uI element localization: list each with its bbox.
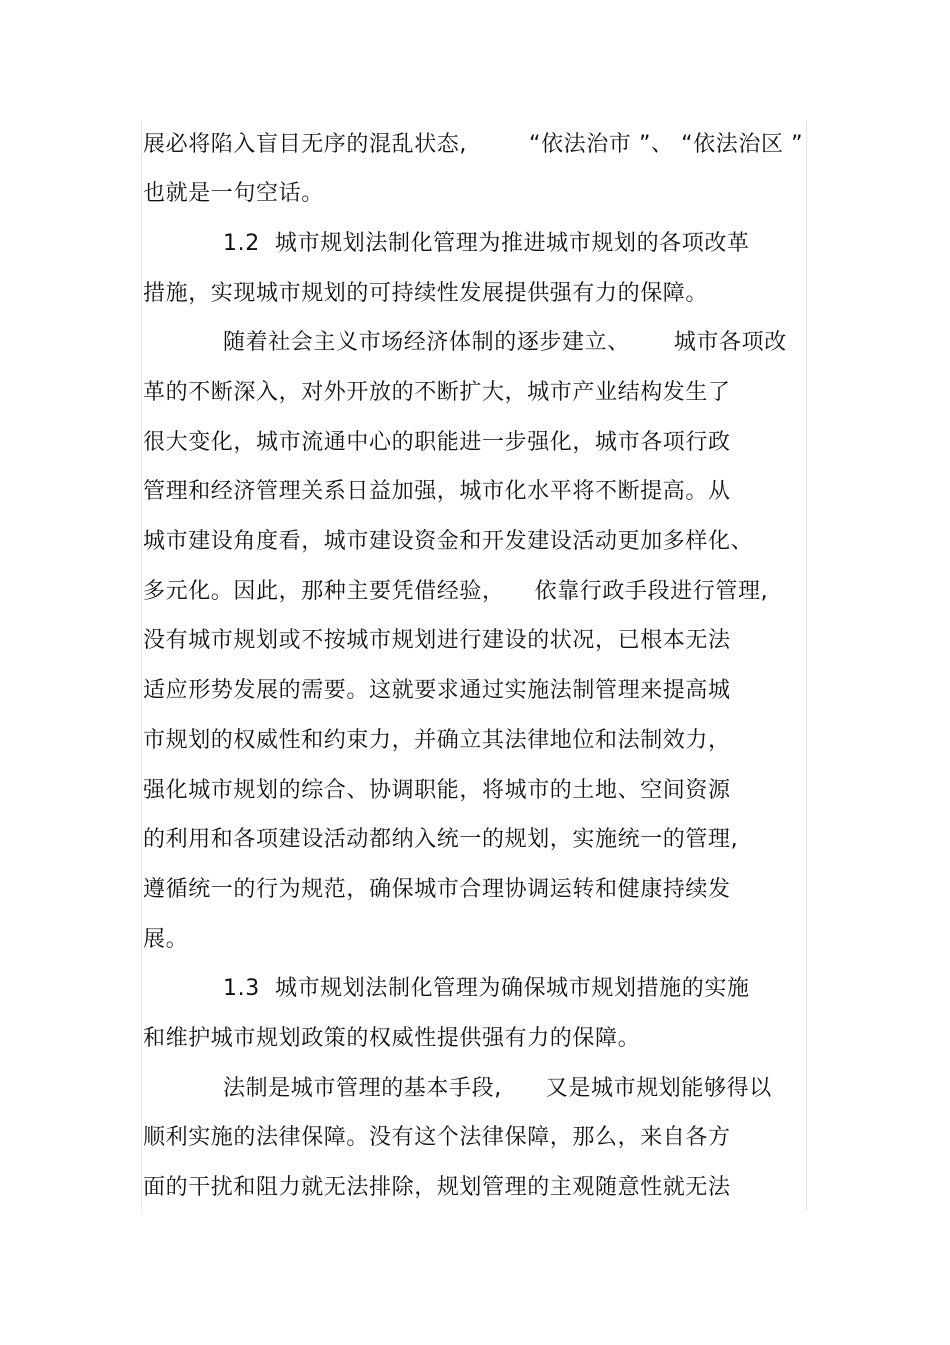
- text-line: [143, 477, 731, 507]
- text-line: [223, 328, 787, 358]
- text-line: [143, 130, 803, 160]
- text-segment: 城市建设角度看，城市建设资金和开发建设活动更加多样化、: [143, 529, 754, 554]
- text-frame: [141, 120, 807, 1210]
- text-segment: 适应形势发展的需要。这就要求通过实施法制管理来提高城: [143, 678, 731, 703]
- text-line: [143, 279, 708, 309]
- text-line: [143, 1173, 731, 1203]
- text-segment: 展。: [143, 927, 189, 952]
- text-segment: 面的干扰和阻力就无法排除，规划管理的主观随意性就无法: [143, 1175, 731, 1200]
- text-segment: 没有城市规划或不按城市规划进行建设的状况，已根本无法: [143, 628, 731, 653]
- text-segment: 展必将陷入盲目无序的混乱状态,: [143, 132, 467, 157]
- text-line: [143, 776, 731, 806]
- text-segment: 依靠行政手段进行管理,: [534, 579, 769, 604]
- text-segment: 市规划的权威性和约束力，并确立其法律地位和法制效力，: [143, 728, 731, 753]
- text-segment: 革的不断深入，对外开放的不断扩大，城市产业结构发生了: [143, 380, 731, 405]
- text-line: [143, 676, 731, 706]
- text-segment: 很大变化，城市流通中心的职能进一步强化，城市各项行政: [143, 430, 731, 455]
- text-line: [143, 577, 768, 607]
- text-line: [143, 875, 731, 905]
- section-heading: [223, 229, 750, 259]
- text-segment: 的利用和各项建设活动都纳入统一的规划，实施统一的管理,: [143, 827, 739, 852]
- text-line: [143, 1123, 731, 1153]
- text-segment: 强化城市规划的综合、协调职能，将城市的土地、空间资源: [143, 778, 731, 803]
- text-line: [143, 726, 731, 756]
- text-segment: 顺利实施的法律保障。没有这个法律保障，那么，来自各方: [143, 1125, 731, 1150]
- text-segment: 随着社会主义市场经济体制的逐步建立、: [223, 330, 630, 355]
- text-segment: 和维护城市规划政策的权威性提供强有力的保障。: [143, 1026, 641, 1051]
- text-segment: 措施，实现城市规划的可持续性发展提供强有力的保障。: [143, 281, 709, 306]
- text-line: [143, 825, 738, 855]
- text-segment: 1.3 城市规划法制化管理为确保城市规划措施的实施: [223, 976, 750, 1001]
- text-line: [143, 378, 731, 408]
- text-line: [143, 179, 324, 209]
- text-line: [223, 1074, 772, 1104]
- text-segment: 管理和经济管理关系日益加强，城市化水平将不断提高。从: [143, 479, 731, 504]
- text-segment: 1.2 城市规划法制化管理为推进城市规划的各项改革: [223, 231, 750, 256]
- text-line: [143, 428, 731, 458]
- text-segment: 又是城市规划能够得以: [545, 1076, 772, 1101]
- text-segment: 也就是一句空话。: [143, 181, 324, 206]
- text-segment: 法制是城市管理的基本手段,: [223, 1076, 502, 1101]
- text-segment: 城市各项改: [673, 330, 787, 355]
- text-segment: “依法治市 ”、 “依法治区 ”: [529, 132, 804, 157]
- section-heading: [223, 974, 750, 1004]
- text-segment: 遵循统一的行为规范，确保城市合理协调运转和健康持续发: [143, 877, 731, 902]
- text-line: [143, 1024, 640, 1054]
- text-line: [143, 626, 731, 656]
- text-segment: 多元化。因此，那种主要凭借经验，: [143, 579, 505, 604]
- text-line: [143, 527, 753, 557]
- text-line: [143, 925, 188, 955]
